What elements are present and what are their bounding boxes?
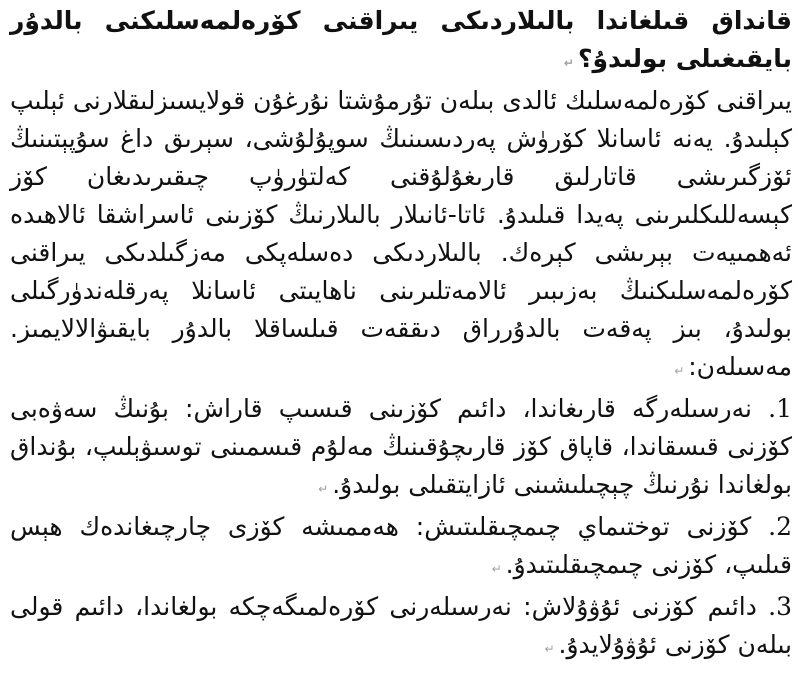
list-item-text: نەرسىلەرگە قارىغاندا، دائىم كۆزىنى قىسىپ قاراش: بۇنىڭ سەۋەبى كۆزنى قىسقاندا، قاپاق كۆز قارىچۇقىنىڭ مەلۇم قىسمىنى توسىۋېلىپ، بۇنداق بولغاندا نۇرنىڭ چېچىلىشىنى ئازايتقىلى بولىدۇ. [10,394,792,499]
list-item-text: دائىم كۆزنى ئۇۋۇلاش: نەرسىلەرنى كۆرەلمىگەچكە بولغاندا، دائىم قولى بىلەن كۆزنى ئۇۋۇلايدۇ. [10,592,792,659]
list-item-number: 1. [768,394,793,423]
paragraph-mark-icon: ↵ [563,56,574,70]
paragraph-mark-icon: ↵ [544,642,555,656]
list-item-text: كۆزنى توختىماي چىمچىقلىتىش: ھەممىشە كۆزى چارچىغاندەك ھېس قىلىپ، كۆزنى چىمچىقلىتىدۇ. [10,512,792,579]
list-item-number: 3. [768,592,793,621]
intro-paragraph [10,82,792,390]
paragraph-mark-icon: ↵ [318,482,329,496]
list-item-number: 2. [768,512,792,541]
list-item-3 [10,588,792,668]
list-item-2 [10,508,792,588]
paragraph-mark-icon: ↵ [674,364,685,378]
list-item-1 [10,390,792,508]
title-text: قانداق قىلغاندا بالىلاردىكى يىراقنى كۆرەلمەسلىكنى بالدۇر بايقىغىلى بولىدۇ؟ [10,6,792,73]
document-title [10,2,792,82]
intro-text: يىراقنى كۆرەلمەسلىك ئالدى بىلەن تۇرمۇشتا نۇرغۇن قولايسىزلىقلارنى ئېلىپ كېلىدۇ. يەنە ئاسانلا كۆرۈش پەردىسىنىڭ سوپۇلۇشى، سېرىق داغ سۇپېتىنىڭ ئۆزگىرىشى قاتارلىق قارىغۇلۇقنى كەلتۈرۈپ چىقىرىدىغان كۆز كېسەللىكلىرىنى پەيدا قىلىدۇ. ئاتا-ئانىلار بالىلارنىڭ كۆزىنى ئاسراشقا ئالاھىدە ئەھمىيەت بېرىشى كېرەك. بالىلاردىكى دەسلەپكى مەزگىلدىكى يىراقنى كۆرەلمەسلىكنىڭ بەزىبىر ئالامەتلىرىنى ناھايىتى ئاسانلا پەرقلەندۈرگىلى بولىدۇ، بىز پەقەت بالدۇرراق دىققەت قىلساقلا بالدۇر بايقىۋالالايمىز. مەسىلەن: [10,86,792,381]
paragraph-mark-icon: ↵ [491,562,502,576]
